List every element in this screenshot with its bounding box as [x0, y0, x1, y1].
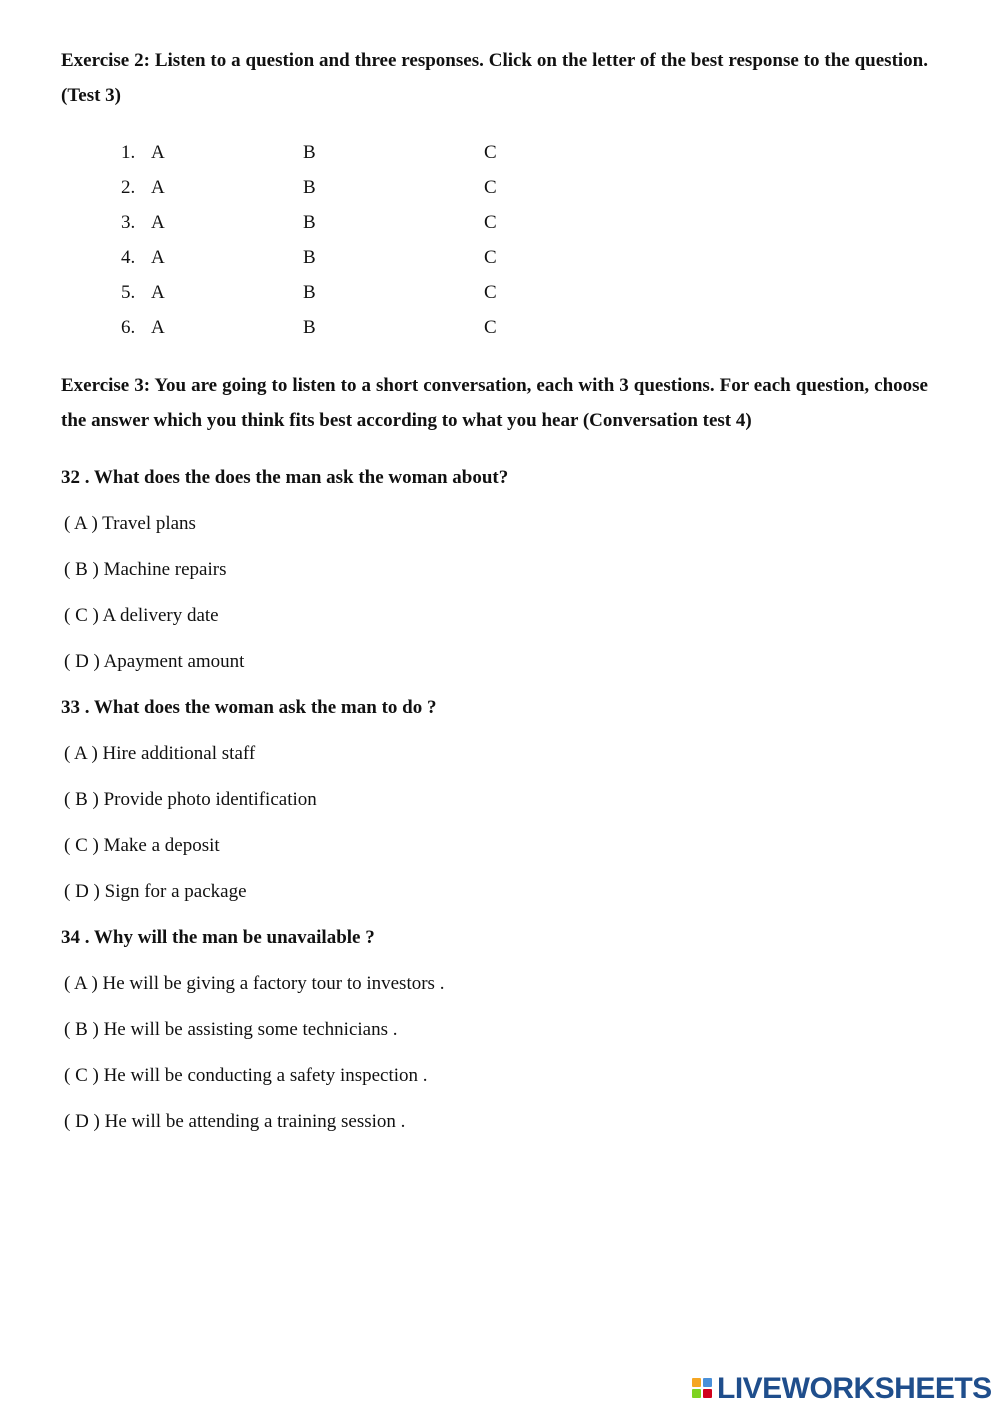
answer-option-a[interactable]: ( A ) Hire additional staff [64, 743, 256, 764]
option-a[interactable]: A [151, 247, 165, 268]
option-c[interactable]: C [484, 317, 497, 338]
exercise-2-row [121, 137, 521, 172]
question-34-block [61, 925, 444, 1155]
answer-option-c[interactable]: ( C ) A delivery date [64, 605, 219, 626]
option-b[interactable]: B [303, 282, 316, 303]
option-b[interactable]: B [303, 177, 316, 198]
exercise-2-answer-grid [121, 137, 521, 347]
answer-option-c[interactable]: ( C ) He will be conducting a safety inspection . [64, 1065, 428, 1086]
answer-option-a[interactable]: ( A ) Travel plans [64, 513, 196, 534]
row-number: 3. [121, 212, 136, 233]
row-number: 2. [121, 177, 136, 198]
option-a[interactable]: A [151, 212, 165, 233]
exercise-2-heading: Exercise 2: Listen to a question and three responses. Click on the letter of the best response to the question. (Test 3) [61, 50, 928, 106]
answer-option-b[interactable]: ( B ) He will be assisting some technicians . [64, 1019, 398, 1040]
exercise-2-row [121, 312, 521, 347]
question-33-block [61, 695, 436, 925]
liveworksheets-logo-text: LIVEWORKSHEETS [717, 1372, 992, 1405]
option-c[interactable]: C [484, 282, 497, 303]
row-number: 1. [121, 142, 136, 163]
answer-option-c[interactable]: ( C ) Make a deposit [64, 835, 220, 856]
option-b[interactable]: B [303, 317, 316, 338]
row-number: 5. [121, 282, 136, 303]
answer-option-d[interactable]: ( D ) Sign for a package [64, 881, 247, 902]
option-b[interactable]: B [303, 212, 316, 233]
option-a[interactable]: A [151, 142, 165, 163]
option-b[interactable]: B [303, 247, 316, 268]
option-a[interactable]: A [151, 177, 165, 198]
liveworksheets-logo-icon [692, 1378, 714, 1400]
exercise-2-row [121, 207, 521, 242]
option-b[interactable]: B [303, 142, 316, 163]
option-c[interactable]: C [484, 212, 497, 233]
option-a[interactable]: A [151, 317, 165, 338]
question-34-text: 34 . Why will the man be unavailable ? [61, 927, 375, 948]
question-32-text: 32 . What does the does the man ask the woman about? [61, 467, 509, 488]
exercise-3-heading: Exercise 3: You are going to listen to a short conversation, each with 3 questions. For each question, choose the answer which you think fits best according to what you hear (Conversation test 4) [61, 375, 928, 431]
row-number: 6. [121, 317, 136, 338]
question-32-block [61, 465, 508, 695]
question-33-text: 33 . What does the woman ask the man to do ? [61, 697, 437, 718]
answer-option-b[interactable]: ( B ) Provide photo identification [64, 789, 317, 810]
exercise-2-row [121, 172, 521, 207]
option-a[interactable]: A [151, 282, 165, 303]
answer-option-d[interactable]: ( D ) He will be attending a training session . [64, 1111, 406, 1132]
answer-option-b[interactable]: ( B ) Machine repairs [64, 559, 227, 580]
option-c[interactable]: C [484, 247, 497, 268]
liveworksheets-logo [692, 1374, 992, 1404]
answer-option-a[interactable]: ( A ) He will be giving a factory tour to investors . [64, 973, 445, 994]
exercise-2-row [121, 242, 521, 277]
exercise-2-row [121, 277, 521, 312]
option-c[interactable]: C [484, 142, 497, 163]
option-c[interactable]: C [484, 177, 497, 198]
row-number: 4. [121, 247, 136, 268]
answer-option-d[interactable]: ( D ) Apayment amount [64, 651, 245, 672]
